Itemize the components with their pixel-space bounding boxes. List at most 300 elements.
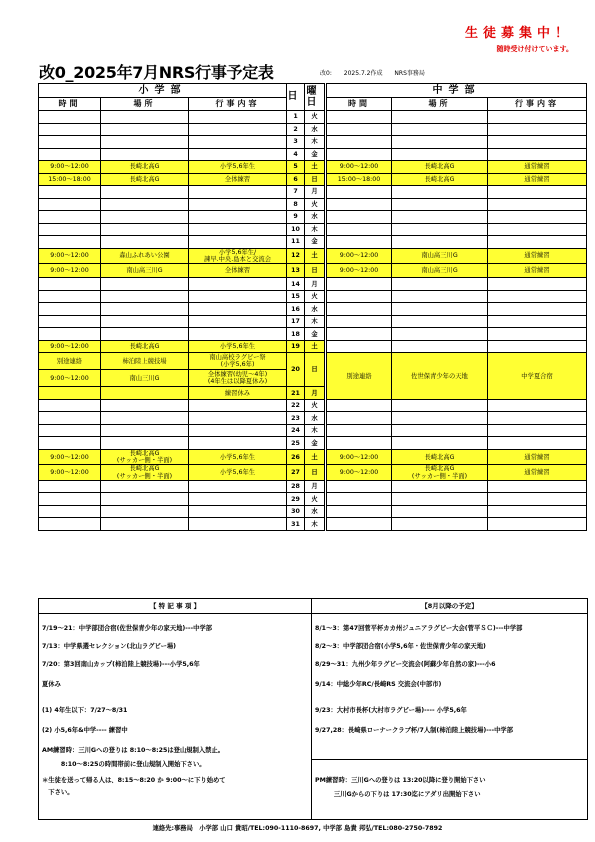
day-number: 30 [287, 505, 305, 518]
doc-meta [320, 68, 435, 77]
mid-place [392, 198, 488, 211]
mid-event [488, 505, 587, 518]
schedule-row [39, 173, 587, 186]
day-number: 14 [287, 278, 305, 291]
elem-event [189, 424, 287, 437]
notes-section [38, 598, 588, 820]
elem-time [39, 315, 101, 328]
day-header: 日 [287, 84, 305, 111]
special-note-line: 夏休み [42, 681, 61, 688]
elem-time [39, 211, 101, 224]
day-number: 16 [287, 303, 305, 316]
elem-event [189, 493, 287, 506]
schedule-row [39, 136, 587, 149]
schedule-row [39, 248, 587, 263]
mid-place: 長崎北高G [392, 449, 488, 464]
elem-time: 9:00～12:00 [39, 449, 101, 464]
weekday-header: 曜日 [305, 84, 325, 111]
elem-time [39, 148, 101, 161]
day-number: 6 [287, 173, 305, 186]
weekday: 木 [305, 136, 325, 149]
mid-place [392, 424, 488, 437]
mid-time [327, 111, 392, 124]
elem-event [189, 111, 287, 124]
schedule-row [39, 353, 587, 370]
mid-event [488, 437, 587, 450]
weekday: 火 [305, 493, 325, 506]
mid-event [488, 340, 587, 353]
mid-time: 9:00～12:00 [327, 263, 392, 278]
elem-place [101, 315, 189, 328]
schedule-row [39, 315, 587, 328]
day-number: 9 [287, 211, 305, 224]
weekday: 日 [305, 263, 325, 278]
schedule-row [39, 340, 587, 353]
page-title: 改0_2025年7月NRS行事予定表 [39, 63, 274, 82]
weekday: 土 [305, 340, 325, 353]
mid-place [392, 399, 488, 412]
mid-time: 9:00～12:00 [327, 161, 392, 174]
mid-place [392, 480, 488, 493]
pm-note-box [312, 759, 587, 760]
schedule-row [39, 236, 587, 249]
mid-event: 通常練習 [488, 248, 587, 263]
mid-place [392, 518, 488, 531]
elem-event [189, 303, 287, 316]
schedule-row [39, 399, 587, 412]
day-number: 5 [287, 161, 305, 174]
schedule-row [39, 123, 587, 136]
elem-place [101, 148, 189, 161]
weekday: 木 [305, 518, 325, 531]
mid-place [392, 290, 488, 303]
schedule-row [39, 493, 587, 506]
mid-event [488, 223, 587, 236]
day-number: 24 [287, 424, 305, 437]
special-note-line: AM練習時：三川Gへの登りは 8:10～8:25は登山規制入禁止。 [42, 747, 225, 754]
mid-time [327, 518, 392, 531]
elem-event [189, 136, 287, 149]
day-number: 27 [287, 465, 305, 480]
weekday: 日 [305, 173, 325, 186]
weekday: 水 [305, 505, 325, 518]
mid-event [488, 123, 587, 136]
day-number: 20 [287, 353, 305, 387]
elem-place: 長崎北高G [101, 173, 189, 186]
mid-event: 中学夏合宿 [488, 353, 587, 400]
elem-event [189, 211, 287, 224]
schedule-row [39, 412, 587, 425]
mid-place [392, 186, 488, 199]
elem-place [101, 424, 189, 437]
day-number: 8 [287, 198, 305, 211]
schedule-row [39, 111, 587, 124]
elem-place [101, 186, 189, 199]
mid-event [488, 315, 587, 328]
mid-event [488, 136, 587, 149]
elem-time [39, 328, 101, 341]
elem-time [39, 136, 101, 149]
recruit-note: 随時受け付けています。 [496, 45, 573, 53]
elem-time [39, 387, 101, 400]
elem-event: 小学5,6年生 [189, 340, 287, 353]
weekday: 土 [305, 449, 325, 464]
mid-place [392, 505, 488, 518]
elem-time [39, 480, 101, 493]
office-name: NRS事務局 [394, 70, 425, 77]
elem-place [101, 198, 189, 211]
mid-time [327, 198, 392, 211]
mid-place [392, 493, 488, 506]
mid-time [327, 290, 392, 303]
mid-event: 通常練習 [488, 465, 587, 480]
schedule-row [39, 198, 587, 211]
elem-place: 長崎北高G (サッカー側・半面) [101, 465, 189, 480]
mid-event [488, 518, 587, 531]
mid-time [327, 223, 392, 236]
mid-event [488, 303, 587, 316]
mid-place [392, 340, 488, 353]
elem-event [189, 315, 287, 328]
mid-place: 長崎北高G (サッカー側・半面) [392, 465, 488, 480]
elem-place [101, 223, 189, 236]
elem-place: 南山高三川G [101, 263, 189, 278]
elem-place [101, 236, 189, 249]
mid-time: 別途連絡 [327, 353, 392, 400]
elem-event [189, 278, 287, 291]
weekday: 木 [305, 223, 325, 236]
day-number: 3 [287, 136, 305, 149]
mid-time [327, 399, 392, 412]
schedule-row [39, 518, 587, 531]
schedule-row [39, 437, 587, 450]
schedule-row [39, 223, 587, 236]
mid-event: 通常練習 [488, 161, 587, 174]
pm-note-line: 三川Gからの下りは 17:30迄にアダリ出開始下さい [315, 791, 481, 798]
mid-event [488, 186, 587, 199]
mid-time [327, 303, 392, 316]
elem-time: 9:00～12:00 [39, 248, 101, 263]
special-notes [39, 599, 311, 796]
mid-place [392, 278, 488, 291]
upcoming-event-line: 9/14：中総少年RC/長崎RS 交流会(中部市) [315, 681, 442, 688]
mid-time [327, 315, 392, 328]
elem-place [101, 303, 189, 316]
weekday: 月 [305, 480, 325, 493]
elem-header: 小学部 [39, 84, 287, 98]
mid-event [488, 278, 587, 291]
elem-time [39, 518, 101, 531]
elem-place-header: 場所 [101, 98, 189, 111]
elem-time [39, 198, 101, 211]
elem-event-header: 行事内容 [189, 98, 287, 111]
elem-place: 森山ふれあい公園 [101, 248, 189, 263]
mid-place-header: 場所 [392, 98, 488, 111]
special-note-line: 7/19～21：中学部団合宿(佐世保青少年の家天地)---中学部 [42, 625, 213, 632]
weekday: 木 [305, 315, 325, 328]
elem-place [101, 480, 189, 493]
mid-place: 南山高三川G [392, 248, 488, 263]
mid-time [327, 412, 392, 425]
day-number: 26 [287, 449, 305, 464]
weekday: 月 [305, 186, 325, 199]
mid-event: 通常練習 [488, 449, 587, 464]
mid-event: 通常練習 [488, 263, 587, 278]
elem-time [39, 123, 101, 136]
elem-event [189, 480, 287, 493]
schedule-row [39, 148, 587, 161]
weekday: 水 [305, 211, 325, 224]
notes-divider [311, 599, 312, 819]
elem-place [101, 437, 189, 450]
mid-event [488, 148, 587, 161]
elem-time: 9:00～12:00 [39, 263, 101, 278]
elem-place [101, 387, 189, 400]
elem-time-header: 時間 [39, 98, 101, 111]
mid-event-header: 行事内容 [488, 98, 587, 111]
schedule-row [39, 263, 587, 278]
mid-time-header: 時間 [327, 98, 392, 111]
elem-time [39, 505, 101, 518]
schedule-table [38, 83, 587, 531]
weekday: 火 [305, 290, 325, 303]
mid-place [392, 437, 488, 450]
mid-time: 9:00～12:00 [327, 449, 392, 464]
special-note-line: ＊生徒を送って帰る人は、8:15～8:20 か 9:00～に下り始めて [42, 777, 226, 784]
elem-event [189, 399, 287, 412]
elem-event: 全体練習 [189, 173, 287, 186]
elem-event [189, 223, 287, 236]
day-number: 7 [287, 186, 305, 199]
day-number: 18 [287, 328, 305, 341]
elem-time [39, 424, 101, 437]
recruit-title: 生徒募集中！ [464, 26, 573, 41]
upcoming-event-line: 8/2～3：中学部団合宿(小学5,6年・佐世保青少年の家天地) [315, 643, 486, 650]
elem-event: 練習休み [189, 387, 287, 400]
day-number: 15 [287, 290, 305, 303]
elem-event: 小学5,6年生 [189, 465, 287, 480]
elem-event: 南山高校ラグビー祭 (小学5,6年) [189, 353, 287, 370]
elem-time: 別途連絡 [39, 353, 101, 370]
mid-time [327, 236, 392, 249]
revision-label: 改0: [320, 70, 332, 77]
elem-place: 柿泊陸上競技場 [101, 353, 189, 370]
mid-time [327, 437, 392, 450]
mid-time [327, 211, 392, 224]
elem-event [189, 236, 287, 249]
day-number: 23 [287, 412, 305, 425]
elem-place: 長崎北高G (サッカー側・半面) [101, 449, 189, 464]
upcoming-event-line: 8/29～31：九州少年ラグビー交流会(阿蘇少年自然の家)---小6 [315, 661, 496, 668]
weekday: 土 [305, 161, 325, 174]
weekday: 水 [305, 123, 325, 136]
mid-time [327, 505, 392, 518]
mid-event [488, 328, 587, 341]
elem-place [101, 518, 189, 531]
elem-event [189, 518, 287, 531]
elem-time [39, 223, 101, 236]
special-note-line: 8:10～8:25の時間帯前に登山規制入開始下さい。 [42, 761, 206, 768]
mid-place [392, 123, 488, 136]
day-number: 29 [287, 493, 305, 506]
elem-place: 長崎北高G [101, 340, 189, 353]
schedule-row [39, 161, 587, 174]
day-number: 2 [287, 123, 305, 136]
elem-time: 9:00～12:00 [39, 370, 101, 387]
mid-time: 9:00～12:00 [327, 465, 392, 480]
mid-time [327, 148, 392, 161]
mid-time [327, 123, 392, 136]
day-number: 1 [287, 111, 305, 124]
mid-time: 9:00～12:00 [327, 248, 392, 263]
elem-event: 小学5,6年生 [189, 449, 287, 464]
weekday: 金 [305, 236, 325, 249]
special-note-line: (2) 小5,6年&中学---- 練習中 [42, 727, 128, 734]
mid-event [488, 480, 587, 493]
day-number: 22 [287, 399, 305, 412]
mid-place [392, 111, 488, 124]
mid-place [392, 412, 488, 425]
day-number: 28 [287, 480, 305, 493]
mid-event [488, 211, 587, 224]
contact-footer: 連絡先:事務局 小学部 山口 貴昭/TEL:090-1110-8697, 中学部 島貴 邦弘/TEL:080-2750-7892 [152, 825, 443, 832]
upcoming-event-line: 9/23：大村市長杯(大村市ラグビー場)---- 小学5,6年 [315, 707, 467, 714]
spacer [325, 387, 327, 400]
day-number: 4 [287, 148, 305, 161]
special-note-line: 下さい。 [42, 789, 74, 796]
mid-place: 佐世保青少年の天地 [392, 353, 488, 400]
elem-event [189, 123, 287, 136]
elem-event [189, 148, 287, 161]
weekday: 火 [305, 111, 325, 124]
mid-time [327, 340, 392, 353]
weekday: 日 [305, 465, 325, 480]
elem-time [39, 111, 101, 124]
mid-event [488, 198, 587, 211]
weekday: 水 [305, 303, 325, 316]
mid-time [327, 136, 392, 149]
mid-place: 長崎北高G [392, 161, 488, 174]
weekday: 木 [305, 424, 325, 437]
mid-place [392, 328, 488, 341]
mid-event [488, 493, 587, 506]
day-number: 11 [287, 236, 305, 249]
elem-event: 小学5,6年生 [189, 161, 287, 174]
elem-event [189, 186, 287, 199]
elem-time [39, 303, 101, 316]
schedule-row [39, 290, 587, 303]
elem-time [39, 186, 101, 199]
weekday: 金 [305, 148, 325, 161]
mid-place [392, 223, 488, 236]
elem-event [189, 412, 287, 425]
weekday: 金 [305, 328, 325, 341]
pm-note-line: PM練習時：三川Gへの登りは 13:20以降に登り開始下さい [315, 777, 486, 784]
special-note-line: 7/13：中学県選セレクション(北山ラグビー場) [42, 643, 177, 650]
schedule-row [39, 449, 587, 464]
day-number: 12 [287, 248, 305, 263]
mid-event [488, 290, 587, 303]
day-number: 13 [287, 263, 305, 278]
elem-time [39, 399, 101, 412]
elem-place [101, 412, 189, 425]
elem-place: 南山三川G [101, 370, 189, 387]
weekday: 火 [305, 198, 325, 211]
elem-event [189, 198, 287, 211]
schedule-row [39, 328, 587, 341]
weekday: 土 [305, 248, 325, 263]
mid-place: 南山高三川G [392, 263, 488, 278]
mid-event [488, 424, 587, 437]
mid-event [488, 111, 587, 124]
upcoming-event-line: 9/27,28：長崎県ローナークラブ杯/7人制(柿泊陸上競技場)---中学部 [315, 727, 514, 734]
weekday: 火 [305, 399, 325, 412]
upcoming-schedule [312, 599, 587, 798]
weekday: 日 [305, 353, 325, 387]
elem-place [101, 290, 189, 303]
elem-event [189, 505, 287, 518]
special-note-line: (1) 4年生以下：7/27～8/31 [42, 707, 128, 714]
elem-time [39, 236, 101, 249]
elem-event [189, 437, 287, 450]
day-number: 31 [287, 518, 305, 531]
mid-event [488, 412, 587, 425]
mid-time [327, 328, 392, 341]
mid-time [327, 480, 392, 493]
day-number: 17 [287, 315, 305, 328]
day-number: 19 [287, 340, 305, 353]
elem-time [39, 290, 101, 303]
special-notes-header: 【 特 記 事 項 】 [39, 599, 311, 614]
elem-event: 小学5,6年生/ 諫早.中央.島本と交流会 [189, 248, 287, 263]
elem-place: 長崎北高G [101, 161, 189, 174]
special-note-line: 7/20：第3回南山カップ(柿泊陸上競技場)---小学5,6年 [42, 661, 200, 668]
recruit-banner [465, 22, 573, 54]
schedule-row [39, 480, 587, 493]
weekday: 月 [305, 387, 325, 400]
day-number: 10 [287, 223, 305, 236]
elem-place [101, 505, 189, 518]
created-date: 2025.7.2作成 [343, 70, 383, 77]
elem-event: 全体練習(幼児～4年) (4年生は以降夏休み) [189, 370, 287, 387]
schedule-row [39, 186, 587, 199]
schedule-row [39, 465, 587, 480]
weekday: 水 [305, 412, 325, 425]
mid-time [327, 186, 392, 199]
elem-time [39, 278, 101, 291]
mid-place [392, 148, 488, 161]
mid-event: 通常練習 [488, 173, 587, 186]
mid-time: 15:00～18:00 [327, 173, 392, 186]
day-number: 21 [287, 387, 305, 400]
weekday: 月 [305, 278, 325, 291]
elem-time: 9:00～12:00 [39, 465, 101, 480]
elem-place [101, 493, 189, 506]
mid-place [392, 315, 488, 328]
day-number: 25 [287, 437, 305, 450]
elem-time: 9:00～12:00 [39, 161, 101, 174]
upcoming-event-line: 8/1～3：第47回菅平杯カカ州ジュニアラグビー大会(菅平ＳＣ)---中学部 [315, 625, 523, 632]
elem-place [101, 136, 189, 149]
elem-time [39, 493, 101, 506]
mid-event [488, 236, 587, 249]
mid-place [392, 303, 488, 316]
elem-place [101, 328, 189, 341]
elem-time [39, 412, 101, 425]
elem-place [101, 123, 189, 136]
mid-place [392, 211, 488, 224]
mid-event [488, 399, 587, 412]
